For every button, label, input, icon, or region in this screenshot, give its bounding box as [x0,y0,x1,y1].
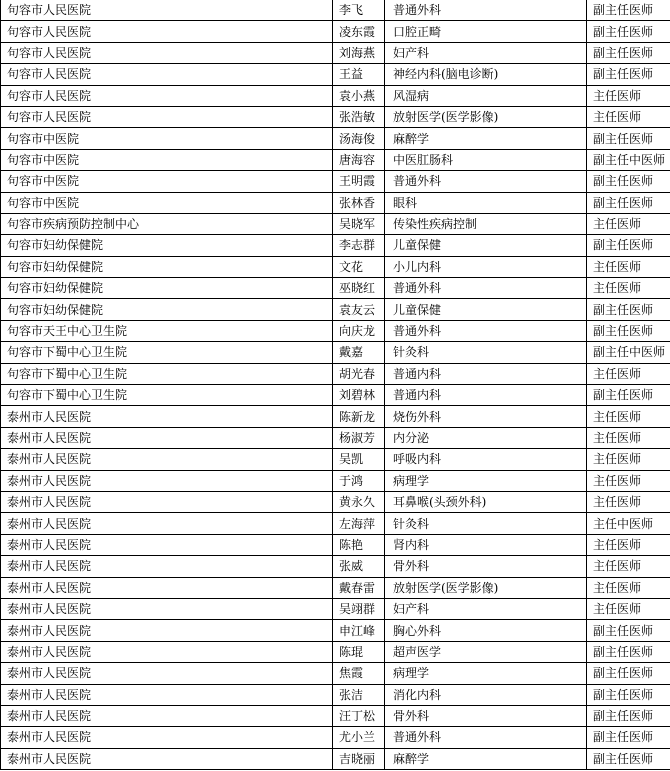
department-cell: 内分泌 [385,427,587,448]
title-cell: 主任中医师 [587,513,670,534]
hospital-cell: 句容市人民医院 [1,42,333,63]
department-cell: 消化内科 [385,684,587,705]
name-cell: 申江峰 [333,620,385,641]
title-cell: 副主任医师 [587,235,670,256]
department-cell: 普通外科 [385,171,587,192]
name-cell: 吴凯 [333,449,385,470]
department-cell: 麻醉学 [385,748,587,769]
department-cell: 神经内科(脑电诊断) [385,64,587,85]
title-cell: 主任医师 [587,406,670,427]
name-cell: 吉晓丽 [333,748,385,769]
name-cell: 袁友云 [333,299,385,320]
department-cell: 胸心外科 [385,620,587,641]
title-cell: 副主任医师 [587,171,670,192]
hospital-cell: 泰州市人民医院 [1,534,333,555]
name-cell: 张洁 [333,684,385,705]
department-cell: 妇产科 [385,42,587,63]
title-cell: 主任医师 [587,556,670,577]
title-cell: 副主任医师 [587,705,670,726]
hospital-cell: 句容市妇幼保健院 [1,299,333,320]
title-cell: 副主任医师 [587,684,670,705]
table-row [1,106,670,127]
department-cell: 儿童保健 [385,235,587,256]
department-cell: 呼吸内科 [385,449,587,470]
name-cell: 李飞 [333,0,385,21]
hospital-cell: 泰州市人民医院 [1,406,333,427]
name-cell: 陈新龙 [333,406,385,427]
table-row [1,534,670,555]
department-cell: 普通外科 [385,320,587,341]
title-cell: 副主任医师 [587,21,670,42]
name-cell: 唐海容 [333,149,385,170]
department-cell: 骨外科 [385,705,587,726]
table-row [1,427,670,448]
name-cell: 巫晓红 [333,278,385,299]
title-cell: 副主任医师 [587,385,670,406]
title-cell: 副主任医师 [587,320,670,341]
hospital-cell: 泰州市人民医院 [1,641,333,662]
department-cell: 超声医学 [385,641,587,662]
table-row [1,342,670,363]
department-cell: 普通内科 [385,363,587,384]
title-cell: 副主任医师 [587,192,670,213]
table-row [1,577,670,598]
title-cell: 副主任中医师 [587,149,670,170]
department-cell: 麻醉学 [385,128,587,149]
table-row [1,171,670,192]
department-cell: 病理学 [385,663,587,684]
name-cell: 左海萍 [333,513,385,534]
table-row [1,149,670,170]
name-cell: 胡光春 [333,363,385,384]
table-row [1,235,670,256]
name-cell: 刘碧林 [333,385,385,406]
table-row [1,491,670,512]
title-cell: 副主任中医师 [587,342,670,363]
hospital-cell: 泰州市人民医院 [1,684,333,705]
title-cell: 副主任医师 [587,299,670,320]
hospital-cell: 句容市下蜀中心卫生院 [1,385,333,406]
name-cell: 尤小兰 [333,727,385,748]
hospital-cell: 句容市中医院 [1,128,333,149]
title-cell: 主任医师 [587,577,670,598]
name-cell: 向庆龙 [333,320,385,341]
name-cell: 汤海俊 [333,128,385,149]
department-cell: 中医肛肠科 [385,149,587,170]
hospital-cell: 句容市中医院 [1,149,333,170]
department-cell: 儿童保健 [385,299,587,320]
name-cell: 汪丁松 [333,705,385,726]
hospital-cell: 句容市妇幼保健院 [1,235,333,256]
department-cell: 放射医学(医学影像) [385,106,587,127]
table-row [1,278,670,299]
table-row [1,556,670,577]
name-cell: 吴翊群 [333,598,385,619]
hospital-cell: 泰州市人民医院 [1,470,333,491]
department-cell: 妇产科 [385,598,587,619]
hospital-cell: 句容市中医院 [1,171,333,192]
department-cell: 普通外科 [385,278,587,299]
title-cell: 主任医师 [587,106,670,127]
hospital-cell: 句容市妇幼保健院 [1,278,333,299]
name-cell: 吴晓军 [333,213,385,234]
table-row [1,0,670,21]
department-cell: 传染性疾病控制 [385,213,587,234]
table-row [1,363,670,384]
name-cell: 王益 [333,64,385,85]
name-cell: 于鸿 [333,470,385,491]
department-cell: 普通外科 [385,727,587,748]
hospital-cell: 泰州市人民医院 [1,663,333,684]
title-cell: 副主任医师 [587,727,670,748]
department-cell: 风湿病 [385,85,587,106]
hospital-cell: 泰州市人民医院 [1,577,333,598]
title-cell: 主任医师 [587,449,670,470]
table-row [1,406,670,427]
title-cell: 主任医师 [587,278,670,299]
name-cell: 戴嘉 [333,342,385,363]
table-row [1,513,670,534]
table-row [1,213,670,234]
title-cell: 主任医师 [587,256,670,277]
department-cell: 针灸科 [385,513,587,534]
title-cell: 主任医师 [587,213,670,234]
department-cell: 普通外科 [385,0,587,21]
name-cell: 刘海燕 [333,42,385,63]
hospital-cell: 泰州市人民医院 [1,727,333,748]
table-row [1,470,670,491]
hospital-cell: 泰州市人民医院 [1,491,333,512]
name-cell: 张威 [333,556,385,577]
table-row [1,705,670,726]
hospital-cell: 泰州市人民医院 [1,748,333,769]
title-cell: 主任医师 [587,85,670,106]
hospital-cell: 句容市下蜀中心卫生院 [1,342,333,363]
title-cell: 副主任医师 [587,663,670,684]
hospital-cell: 泰州市人民医院 [1,620,333,641]
hospital-cell: 句容市人民医院 [1,106,333,127]
table-body [1,0,670,770]
table-row [1,684,670,705]
name-cell: 张林香 [333,192,385,213]
hospital-cell: 泰州市人民医院 [1,513,333,534]
hospital-cell: 句容市人民医院 [1,0,333,21]
title-cell: 副主任医师 [587,641,670,662]
hospital-cell: 句容市疾病预防控制中心 [1,213,333,234]
department-cell: 针灸科 [385,342,587,363]
name-cell: 文花 [333,256,385,277]
table-row [1,385,670,406]
title-cell: 主任医师 [587,598,670,619]
department-cell: 骨外科 [385,556,587,577]
name-cell: 陈琨 [333,641,385,662]
department-cell: 口腔正畸 [385,21,587,42]
title-cell: 副主任医师 [587,0,670,21]
name-cell: 焦霞 [333,663,385,684]
table-row [1,320,670,341]
title-cell: 主任医师 [587,534,670,555]
hospital-cell: 句容市人民医院 [1,85,333,106]
hospital-cell: 泰州市人民医院 [1,427,333,448]
table-row [1,256,670,277]
department-cell: 小儿内科 [385,256,587,277]
table-row [1,663,670,684]
table-row [1,42,670,63]
table-row [1,727,670,748]
table-row [1,128,670,149]
name-cell: 袁小燕 [333,85,385,106]
table-row [1,192,670,213]
name-cell: 李志群 [333,235,385,256]
hospital-cell: 句容市人民医院 [1,64,333,85]
hospital-cell: 句容市中医院 [1,192,333,213]
hospital-cell: 泰州市人民医院 [1,449,333,470]
name-cell: 王明霞 [333,171,385,192]
title-cell: 副主任医师 [587,128,670,149]
department-cell: 烧伤外科 [385,406,587,427]
table-row [1,449,670,470]
hospital-cell: 句容市天王中心卫生院 [1,320,333,341]
name-cell: 黄永久 [333,491,385,512]
hospital-cell: 句容市妇幼保健院 [1,256,333,277]
title-cell: 副主任医师 [587,64,670,85]
department-cell: 肾内科 [385,534,587,555]
name-cell: 凌东霞 [333,21,385,42]
department-cell: 放射医学(医学影像) [385,577,587,598]
title-cell: 主任医师 [587,470,670,491]
title-cell: 主任医师 [587,491,670,512]
table-row [1,598,670,619]
table-row [1,748,670,769]
table-row [1,85,670,106]
table-row [1,21,670,42]
hospital-cell: 泰州市人民医院 [1,556,333,577]
department-cell: 耳鼻喉(头颈外科) [385,491,587,512]
title-cell: 主任医师 [587,427,670,448]
name-cell: 戴春雷 [333,577,385,598]
name-cell: 陈艳 [333,534,385,555]
hospital-cell: 句容市下蜀中心卫生院 [1,363,333,384]
table-row [1,299,670,320]
hospital-cell: 泰州市人民医院 [1,598,333,619]
name-cell: 张浩敏 [333,106,385,127]
title-cell: 副主任医师 [587,620,670,641]
title-cell: 副主任医师 [587,42,670,63]
table-row [1,641,670,662]
title-cell: 主任医师 [587,363,670,384]
table-row [1,620,670,641]
department-cell: 普通内科 [385,385,587,406]
title-cell: 副主任医师 [587,748,670,769]
department-cell: 眼科 [385,192,587,213]
table-row [1,64,670,85]
department-cell: 病理学 [385,470,587,491]
hospital-cell: 泰州市人民医院 [1,705,333,726]
name-cell: 杨淑芳 [333,427,385,448]
hospital-cell: 句容市人民医院 [1,21,333,42]
